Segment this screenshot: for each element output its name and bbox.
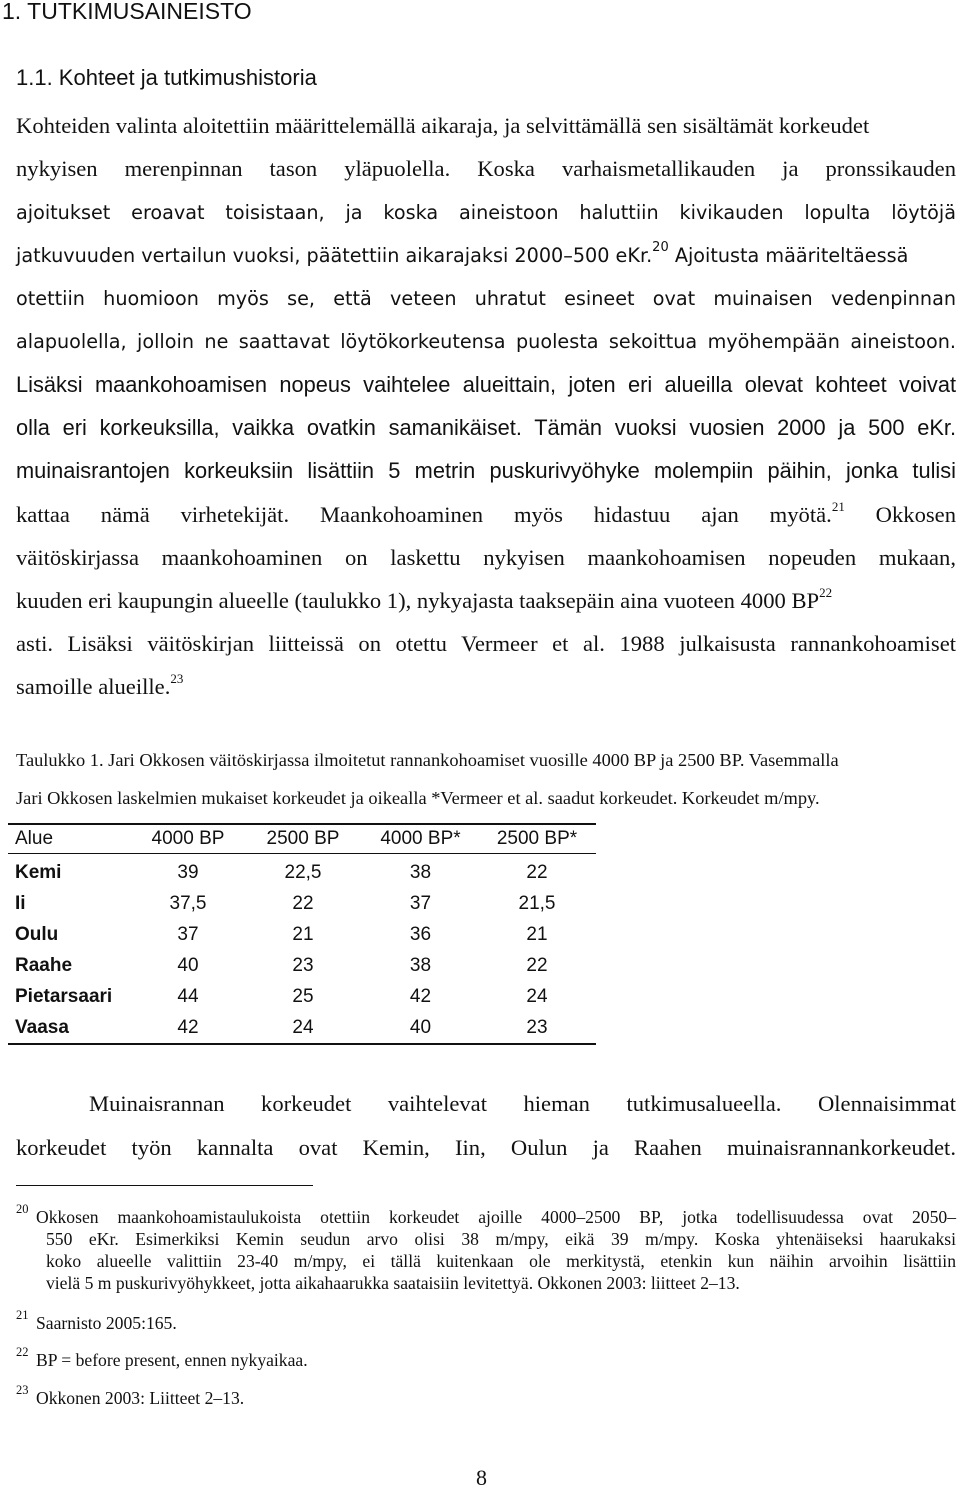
column-header: 2500 BP — [243, 824, 363, 854]
chapter-heading: 1. TUTKIMUSAINEISTO — [2, 0, 252, 24]
table-cell: 21 — [526, 923, 548, 945]
footnote-text: koko alueelle valittiin 23-40 m/mpy, ei tällä kuitenkaan ole merkitystä, etenkin kun näihin arvoihin lisättiin — [46, 1251, 956, 1271]
footnote-number: 21 — [16, 1308, 29, 1322]
table-cell: 38 — [409, 862, 432, 883]
line-text: samoille alueille. — [16, 674, 171, 699]
table-cell: 21,5 — [518, 892, 556, 914]
line-text: jatkuvuuden vertailun vuoksi, päätettiin aikarajaksi 2000–500 eKr. — [16, 244, 653, 267]
footnote-text: BP = before present, ennen nykyaikaa. — [36, 1350, 308, 1370]
footnote-20 — [16, 1202, 956, 1294]
table-cell: 37 — [409, 892, 432, 914]
section-heading: 1.1. Kohteet ja tutkimushistoria — [16, 65, 317, 90]
row-label: Vaasa — [8, 1012, 133, 1044]
row-label: Pietarsaari — [15, 985, 113, 1007]
table-cell: 23 — [292, 954, 314, 976]
table-cell: 25 — [292, 985, 314, 1007]
table-cell: 36 — [409, 923, 432, 945]
line-text: Okkosen — [844, 502, 956, 527]
table-cell: 37,5 — [169, 892, 207, 914]
paragraph-line: Lisäksi maankohoamisen nopeus vaihtelee alueittain, joten eri alueilla olevat kohteet voivat — [16, 372, 956, 397]
table-cell: 22,5 — [284, 862, 322, 883]
table-row — [8, 950, 596, 981]
uplift-table — [8, 823, 596, 1045]
paragraph-line: korkeudet työn kannalta ovat Kemin, Iin, Oulun ja Raahen muinaisrannankorkeudet. — [16, 1135, 956, 1160]
page-number: 8 — [476, 1465, 487, 1490]
line-text: Ajoitusta määriteltäessä — [668, 244, 909, 267]
footnote-text: 550 eKr. Esimerkiksi Kemin seudun arvo olisi 38 m/mpy, eikä 39 m/mpy. Koska yhtenäiseksi haarukaksi — [46, 1229, 956, 1249]
table-cell: 22 — [526, 862, 548, 883]
table-caption-line: Taulukko 1. Jari Okkosen väitöskirjassa ilmoitetut rannankohoamiset vuosille 4000 BP ja 2500 BP. Vasemmalla — [16, 750, 839, 770]
paragraph-line — [16, 240, 956, 267]
table-cell: 38 — [409, 954, 432, 976]
table-caption-line: Jari Okkosen laskelmien mukaiset korkeudet ja oikealla *Vermeer et al. saadut korkeudet. Korkeudet m/mpy. — [16, 788, 820, 808]
paragraph-line: Kohteiden valinta aloitettiin määrittelemällä aikaraja, ja selvittämällä sen sisältämät korkeudet — [16, 113, 870, 138]
paragraph-line: muinaisrantojen korkeuksiin lisättiin 5 metrin puskurivyöhyke molempiin päihin, jonka tulisi — [16, 458, 956, 483]
table-cell: 44 — [177, 985, 199, 1007]
table-row — [8, 981, 596, 1012]
column-header: 2500 BP* — [478, 824, 596, 854]
footnote-ref-20: 20 — [652, 240, 669, 255]
table-cell: 22 — [526, 954, 548, 976]
paragraph-line: nykyisen merenpinnan tason yläpuolella. Koska varhaismetallikauden ja pronssikauden — [16, 156, 956, 181]
table-header-row — [8, 824, 596, 854]
table-row — [8, 888, 596, 919]
footnote-separator — [16, 1185, 313, 1186]
footnote-text: vielä 5 m puskurivyöhykkeet, jotta aikahaarukka saataisiin levitettyä. Okkonen 2003: liitteet 2–13. — [46, 1273, 740, 1293]
row-label: Raahe — [15, 954, 73, 976]
footnote-23 — [16, 1383, 956, 1409]
table-cell: 40 — [177, 954, 199, 976]
footnote-ref-21: 21 — [831, 499, 845, 514]
column-header: 4000 BP — [133, 824, 243, 854]
table-cell: 42 — [409, 985, 432, 1007]
table-cell: 21 — [292, 923, 314, 945]
table-cell: 24 — [243, 1012, 363, 1044]
table-cell: 42 — [133, 1012, 243, 1044]
paragraph-line: asti. Lisäksi väitöskirjan liitteissä on otettu Vermeer et al. 1988 julkaisusta rannankohoamiset — [16, 631, 956, 656]
line-text: kuuden eri kaupungin alueelle (taulukko 1), nykyajasta taaksepäin aina vuoteen 4000 BP — [16, 588, 820, 613]
table-cell: 37 — [177, 923, 199, 945]
line-text: kattaa nämä virhetekijät. Maankohoaminen myös hidastuu ajan myötä. — [16, 502, 832, 527]
paragraph-line — [16, 500, 956, 530]
row-label: Oulu — [15, 923, 59, 945]
column-header: 4000 BP* — [363, 824, 478, 854]
row-label: Ii — [15, 892, 26, 914]
table-row — [8, 1012, 596, 1044]
footnote-22 — [16, 1345, 956, 1371]
footnote-text: Okkonen 2003: Liitteet 2–13. — [36, 1388, 245, 1408]
footnote-number: 22 — [16, 1345, 29, 1359]
footnote-number: 20 — [16, 1202, 29, 1216]
table-cell: 23 — [478, 1012, 596, 1044]
paragraph-line: väitöskirjassa maankohoaminen on laskettu nykyisen maankohoamisen nopeuden mukaan, — [16, 545, 956, 570]
footnote-number: 23 — [16, 1383, 29, 1397]
table-row — [8, 854, 596, 889]
table-cell: 39 — [177, 862, 199, 883]
paragraph-line: ajoitukset eroavat toisistaan, ja koska aineistoon haluttiin kivikauden lopulta löytöjä — [16, 201, 956, 224]
footnote-ref-22: 22 — [819, 585, 833, 600]
footnote-text: Okkosen maankohoamistaulukoista otettiin korkeudet ajoille 4000–2500 BP, jotka todellisuudessa ovat 2050– — [36, 1207, 956, 1227]
column-header: Alue — [8, 824, 133, 854]
footnote-21 — [16, 1308, 956, 1334]
table-row — [8, 919, 596, 950]
paragraph-line — [16, 672, 956, 702]
footnote-text: Saarnisto 2005:165. — [36, 1313, 177, 1333]
paragraph-line: alapuolella, jolloin ne saattavat löytökorkeutensa puolesta sekoittua myöhempään aineistoon. — [16, 330, 956, 353]
table-cell: 22 — [292, 892, 314, 914]
paragraph-line: otettiin huomioon myös se, että veteen uhratut esineet ovat muinaisen vedenpinnan — [16, 287, 956, 310]
paragraph-line: olla eri korkeuksilla, vaikka ovatkin samanikäiset. Tämän vuoksi vuosien 2000 ja 500 eKr. — [16, 415, 956, 440]
row-label: Kemi — [15, 862, 62, 883]
footnote-ref-23: 23 — [170, 671, 184, 686]
paragraph-line — [16, 586, 956, 616]
paragraph-line: Muinaisrannan korkeudet vaihtelevat hieman tutkimusalueella. Olennaisimmat — [89, 1091, 956, 1116]
table-cell: 24 — [526, 985, 548, 1007]
table-cell: 40 — [363, 1012, 478, 1044]
